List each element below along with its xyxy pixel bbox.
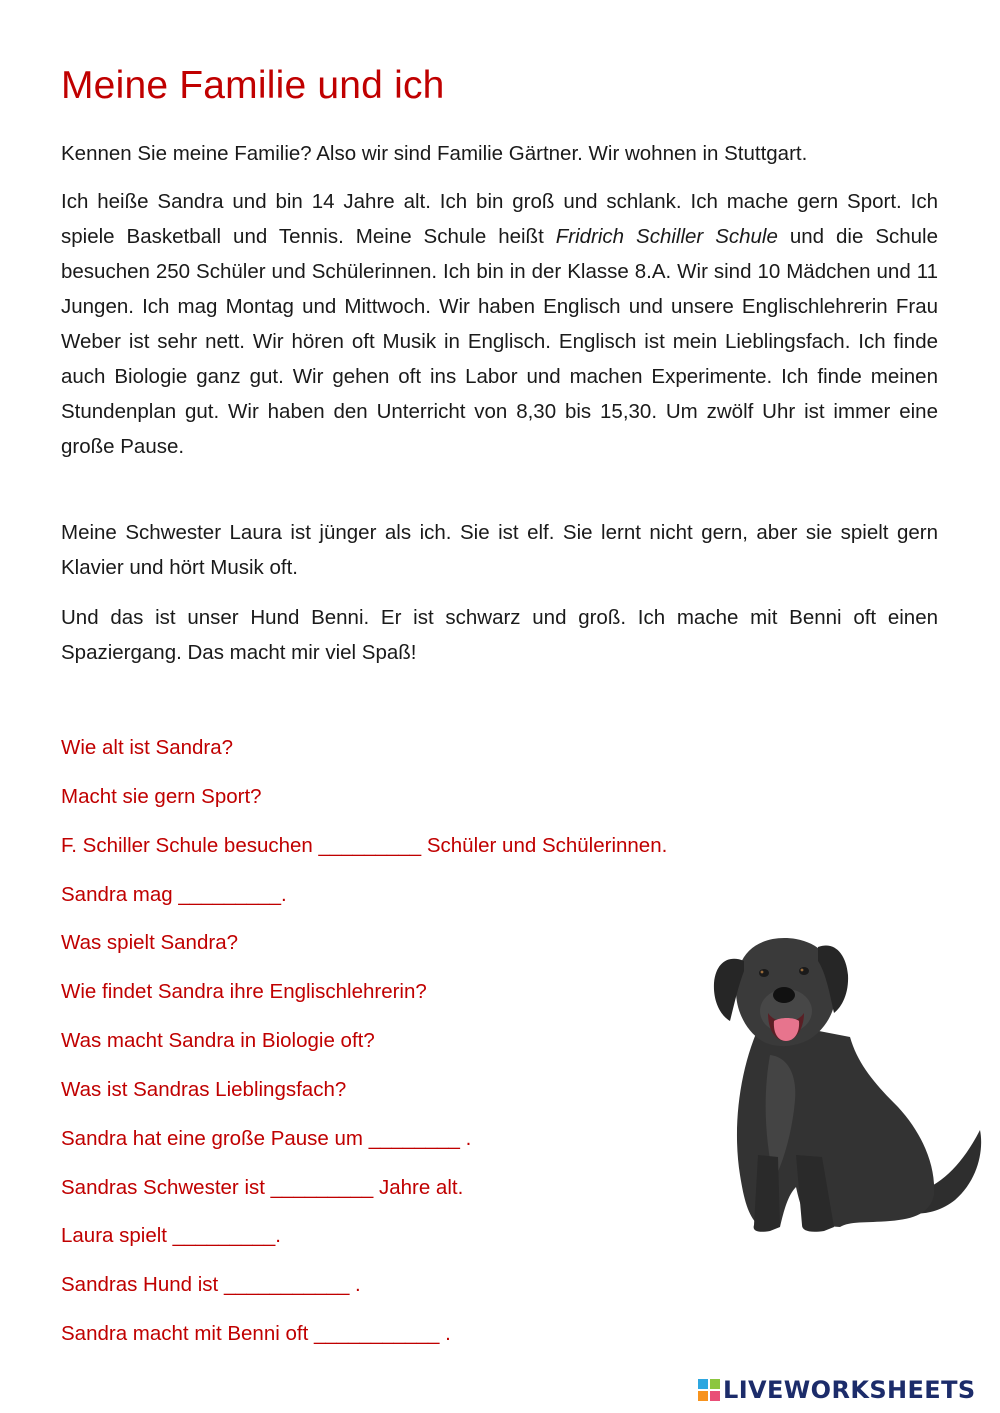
paragraph-text: Ich heiße Sandra und bin 14 Jahre alt. Ich bin groß und schlank. Ich mache gern Sport. Ich spiele Basketball und Tennis. Meine Schule heißt (61, 190, 938, 248)
question-11[interactable]: Laura spielt _________. (61, 1224, 281, 1247)
question-1[interactable]: Wie alt ist Sandra? (61, 736, 234, 759)
logo-text: LIVEWORKSHEETS (723, 1376, 976, 1404)
page-title: Meine Familie und ich (61, 64, 445, 107)
liveworksheets-logo-icon (697, 1378, 721, 1402)
intro-paragraph: Kennen Sie meine Familie? Also wir sind Familie Gärtner. Wir wohnen in Stuttgart. (61, 142, 808, 165)
question-4[interactable]: Sandra mag _________. (61, 883, 287, 906)
question-12[interactable]: Sandras Hund ist ___________ . (61, 1273, 361, 1296)
dog-paragraph: Und das ist unser Hund Benni. Er ist schwarz und groß. Ich mache mit Benni oft einen Spaziergang. Das macht mir viel Spaß! (61, 606, 938, 664)
question-10[interactable]: Sandras Schwester ist _________ Jahre alt. (61, 1176, 464, 1199)
question-6[interactable]: Wie findet Sandra ihre Englischlehrerin? (61, 980, 427, 1003)
school-name: Fridrich Schiller Schule (555, 225, 778, 248)
question-13[interactable]: Sandra macht mit Benni oft ___________ . (61, 1322, 451, 1345)
liveworksheets-logo[interactable] (697, 1376, 976, 1404)
question-8[interactable]: Was ist Sandras Lieblingsfach? (61, 1078, 347, 1101)
paragraph-text: und die Schule besuchen 250 Schüler und Schülerinnen. Ich bin in der Klasse 8.A. Wir sind 10 Mädchen und 11 Jungen. Ich mag Montag und Mittwoch. Wir haben Englisch und unsere Englischlehrerin Frau Weber ist sehr nett. Wir hören oft Musik in Englisch. Englisch ist mein Lieblingsfach. Ich finde auch Biologie ganz gut. Wir gehen oft ins Labor und machen Experimente. Ich finde meinen Stundenplan gut. Wir haben den Unterricht von 8,30 bis 15,30. Um zwölf Uhr ist immer eine große Pause. (61, 225, 939, 458)
question-2[interactable]: Macht sie gern Sport? (61, 785, 262, 808)
question-5[interactable]: Was spielt Sandra? (61, 931, 238, 954)
dog-illustration (700, 925, 990, 1235)
question-7[interactable]: Was macht Sandra in Biologie oft? (61, 1029, 375, 1052)
question-9[interactable]: Sandra hat eine große Pause um ________ . (61, 1127, 472, 1150)
sandra-paragraph (61, 184, 938, 464)
sister-paragraph: Meine Schwester Laura ist jünger als ich. Sie ist elf. Sie lernt nicht gern, aber sie spielt gern Klavier und hört Musik oft. (61, 521, 938, 579)
question-3[interactable]: F. Schiller Schule besuchen _________ Schüler und Schülerinnen. (61, 834, 668, 857)
